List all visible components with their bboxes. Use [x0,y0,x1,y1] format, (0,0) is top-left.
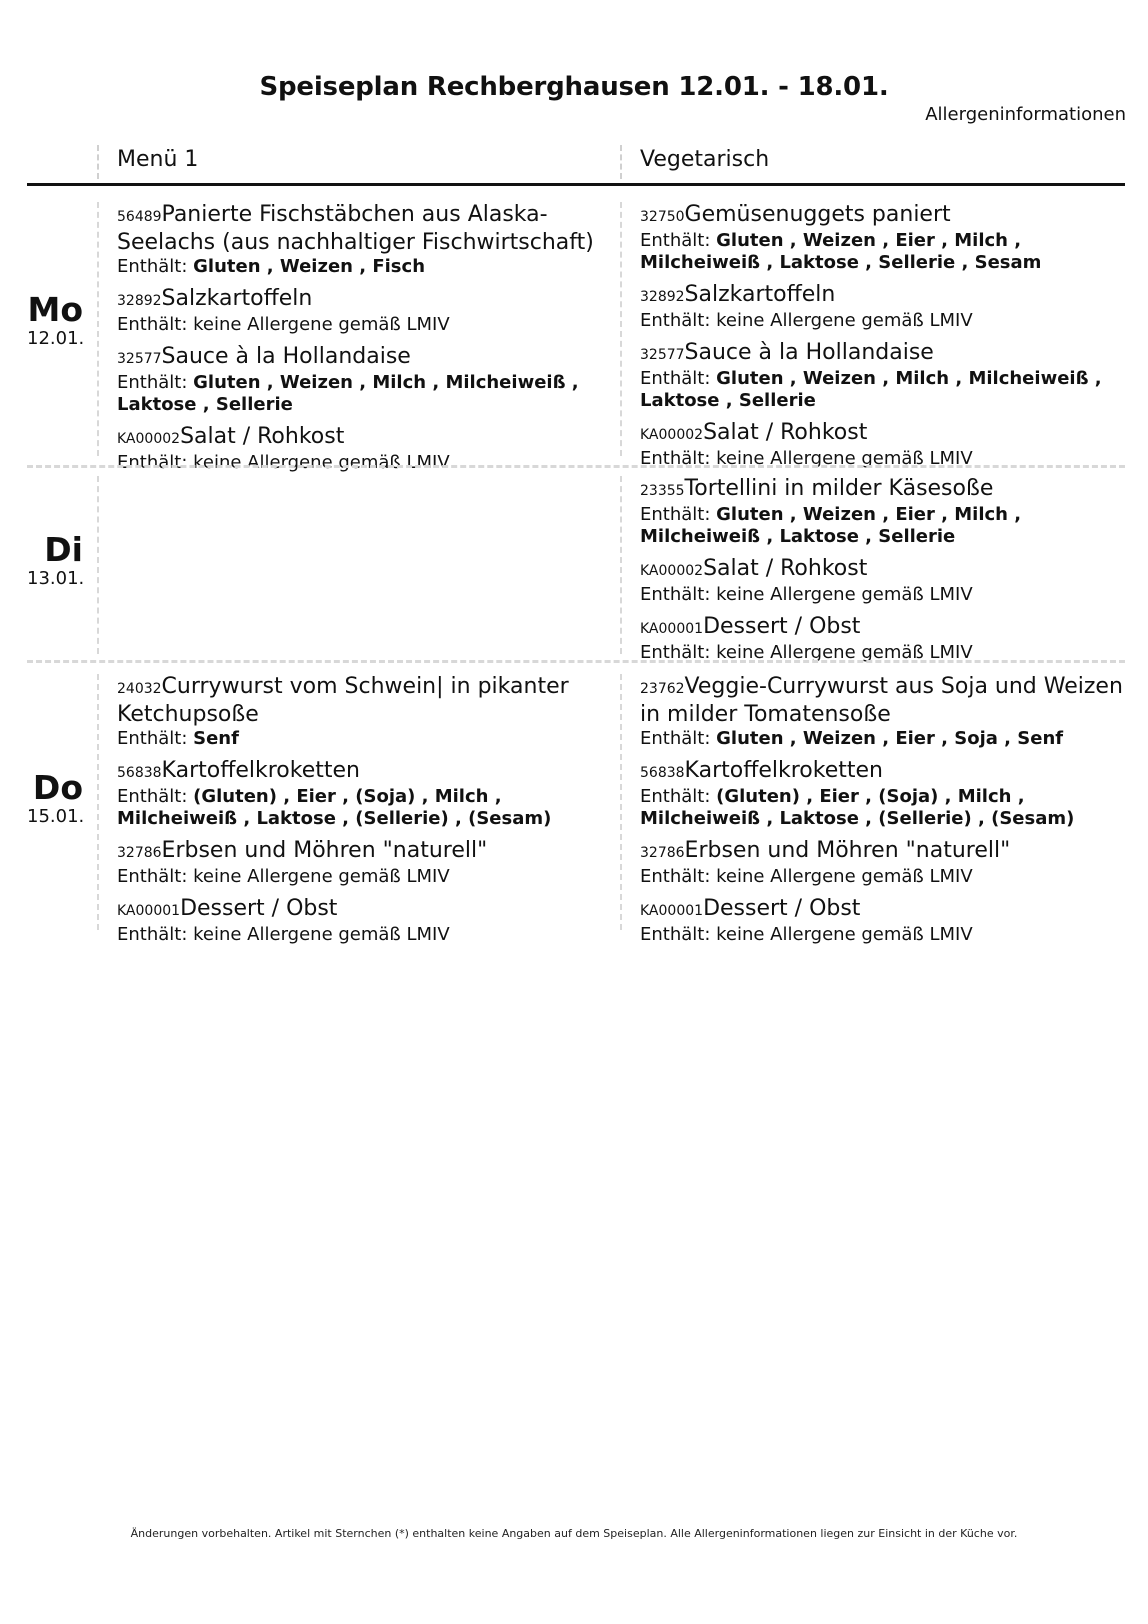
allergen-prefix: Enthält: [117,728,194,749]
page-title: Speiseplan Rechberghausen 12.01. - 18.01. [259,72,889,102]
day-label [27,770,83,828]
dish-line [640,340,1125,368]
cell-menu1 [97,674,620,945]
column-header-vegetarisch: Vegetarisch [620,145,769,179]
day-abbr: Do [32,768,83,807]
dish-line [640,202,1125,230]
dish-name: Dessert / Obst [703,614,861,639]
allergen-prefix: Enthält: keine Allergene gemäß LMIV [117,924,450,945]
allergen-list: Gluten , Weizen , Milch , Milcheiweiß , Laktose , Sellerie [640,368,1102,411]
dish-code: KA00002 [640,427,704,443]
dish-line [117,424,620,452]
menu-item [117,202,620,278]
dish-line [117,202,620,256]
allergen-prefix: Enthält: [117,786,194,807]
dish-line [640,758,1125,786]
allergen-prefix: Enthält: [640,504,717,525]
day-date: 13.01. [27,568,85,589]
day-row-mo [27,196,1125,473]
footer-note: Änderungen vorbehalten. Artikel mit Sternchen (*) enthalten keine Angaben auf dem Speiseplan. Alle Allergeninformationen liegen zur Einsicht in der Küche vor. [130,1527,1018,1540]
dish-name: Erbsen und Möhren "naturell" [684,838,1011,863]
dish-line [640,674,1125,728]
row-separator [27,465,1125,468]
dish-name: Kartoffelkroketten [161,758,360,783]
allergen-prefix: Enthält: keine Allergene gemäß LMIV [117,314,450,335]
allergen-line [117,924,620,946]
allergen-prefix: Enthält: keine Allergene gemäß LMIV [640,866,973,887]
cell-vegetarisch [620,476,1125,663]
dish-line [117,838,620,866]
allergen-line [117,314,620,336]
allergen-list: Gluten , Weizen , Eier , Soja , Senf [716,728,1064,749]
allergen-line [640,924,1125,946]
day-label [27,532,83,590]
allergen-prefix: Enthält: keine Allergene gemäß LMIV [117,452,450,473]
day-label [27,292,83,350]
dish-code: KA00001 [117,903,181,919]
dish-code: 24032 [117,681,162,697]
allergen-prefix: Enthält: [640,230,717,251]
dish-line [117,344,620,372]
dish-code: 23355 [640,483,685,499]
dish-code: 32892 [117,293,162,309]
menu-item [117,344,620,416]
dish-code: 56838 [640,765,685,781]
dish-code: 56489 [117,209,162,225]
menu-item [117,674,620,750]
dish-name: Veggie-Currywurst aus Soja und Weizen in milder Tomatensoße [640,674,1123,727]
allergen-prefix: Enthält: [640,786,717,807]
column-header-menu1: Menü 1 [97,145,198,179]
dish-code: KA00002 [117,431,181,447]
dish-name: Currywurst vom Schwein| in pikanter Ketchupsoße [117,674,569,727]
allergen-list: Gluten , Weizen , Milch , Milcheiweiß , Laktose , Sellerie [117,372,579,415]
menu-item [640,202,1125,274]
dish-code: 23762 [640,681,685,697]
allergen-list: Gluten , Weizen , Eier , Milch , Milcheiweiß , Laktose , Sellerie , Sesam [640,230,1042,273]
dish-line [117,758,620,786]
allergen-list: Senf [193,728,239,749]
allergen-line [640,310,1125,332]
dish-code: KA00002 [640,563,704,579]
allergen-prefix: Enthält: keine Allergene gemäß LMIV [640,448,973,469]
menu-item [640,340,1125,412]
menu-item [117,896,620,946]
allergen-prefix: Enthält: [117,372,194,393]
dish-name: Gemüsenuggets paniert [684,202,951,227]
allergen-line [640,230,1125,274]
dish-line [640,282,1125,310]
menu-item [640,674,1125,750]
row-separator [27,660,1125,663]
header-rule [27,183,1125,186]
allergen-line [117,728,620,750]
day-row-di [27,472,1125,663]
dish-line [117,896,620,924]
page-subtitle: Allergeninformationen [925,104,1126,125]
dish-line [117,674,620,728]
allergen-list: (Gluten) , Eier , (Soja) , Milch , Milcheiweiß , Laktose , (Sellerie) , (Sesam) [117,786,552,829]
dish-code: 32577 [640,347,685,363]
menu-item [640,614,1125,664]
menu-item [117,758,620,830]
allergen-line [117,256,620,278]
allergen-line [640,786,1125,830]
menu-item [640,420,1125,470]
allergen-line [117,786,620,830]
dish-line [640,614,1125,642]
menu-item [640,476,1125,548]
allergen-line [640,584,1125,606]
day-row-do [27,668,1125,945]
dish-line [640,896,1125,924]
allergen-prefix: Enthält: keine Allergene gemäß LMIV [640,584,973,605]
dish-code: 56838 [117,765,162,781]
dish-name: Sauce à la Hollandaise [684,340,934,365]
allergen-list: Gluten , Weizen , Fisch [193,256,426,277]
allergen-prefix: Enthält: keine Allergene gemäß LMIV [640,310,973,331]
dish-name: Salzkartoffeln [161,286,313,311]
day-date: 12.01. [27,328,85,349]
cell-vegetarisch [620,202,1125,469]
day-abbr: Mo [27,290,83,329]
dish-line [640,476,1125,504]
allergen-prefix: Enthält: keine Allergene gemäß LMIV [117,866,450,887]
allergen-line [640,866,1125,888]
allergen-prefix: Enthält: keine Allergene gemäß LMIV [640,642,973,663]
dish-code: 32892 [640,289,685,305]
cell-vegetarisch [620,674,1125,945]
dish-name: Dessert / Obst [180,896,338,921]
allergen-line [640,728,1125,750]
allergen-line [117,866,620,888]
allergen-prefix: Enthält: keine Allergene gemäß LMIV [640,924,973,945]
dish-code: 32750 [640,209,685,225]
dish-code: KA00001 [640,621,704,637]
menu-item [640,556,1125,606]
allergen-line [117,452,620,474]
dish-name: Dessert / Obst [703,896,861,921]
dish-name: Panierte Fischstäbchen aus Alaska-Seelachs (aus nachhaltiger Fischwirtschaft) [117,202,594,255]
allergen-list: (Gluten) , Eier , (Soja) , Milch , Milcheiweiß , Laktose , (Sellerie) , (Sesam) [640,786,1075,829]
dish-line [640,838,1125,866]
dish-name: Salat / Rohkost [703,420,868,445]
cell-menu1 [97,476,620,654]
menu-item [640,896,1125,946]
dish-name: Kartoffelkroketten [684,758,883,783]
day-date: 15.01. [27,806,85,827]
menu-item [117,838,620,888]
dish-name: Salat / Rohkost [703,556,868,581]
menu-item [117,286,620,336]
menu-item [640,838,1125,888]
dish-line [640,556,1125,584]
dish-line [640,420,1125,448]
dish-code: 32786 [117,845,162,861]
cell-menu1 [97,202,620,473]
dish-name: Salat / Rohkost [180,424,345,449]
allergen-line [640,368,1125,412]
allergen-list: Gluten , Weizen , Eier , Milch , Milcheiweiß , Laktose , Sellerie [640,504,1022,547]
allergen-line [640,504,1125,548]
dish-name: Erbsen und Möhren "naturell" [161,838,488,863]
menu-item [640,758,1125,830]
allergen-prefix: Enthält: [640,368,717,389]
dish-name: Sauce à la Hollandaise [161,344,411,369]
allergen-prefix: Enthält: [117,256,194,277]
dish-name: Salzkartoffeln [684,282,836,307]
dish-code: 32577 [117,351,162,367]
dish-code: 32786 [640,845,685,861]
dish-name: Tortellini in milder Käsesoße [684,476,994,501]
allergen-prefix: Enthält: [640,728,717,749]
dish-code: KA00001 [640,903,704,919]
dish-line [117,286,620,314]
allergen-line [117,372,620,416]
menu-item [640,282,1125,332]
day-abbr: Di [44,530,83,569]
